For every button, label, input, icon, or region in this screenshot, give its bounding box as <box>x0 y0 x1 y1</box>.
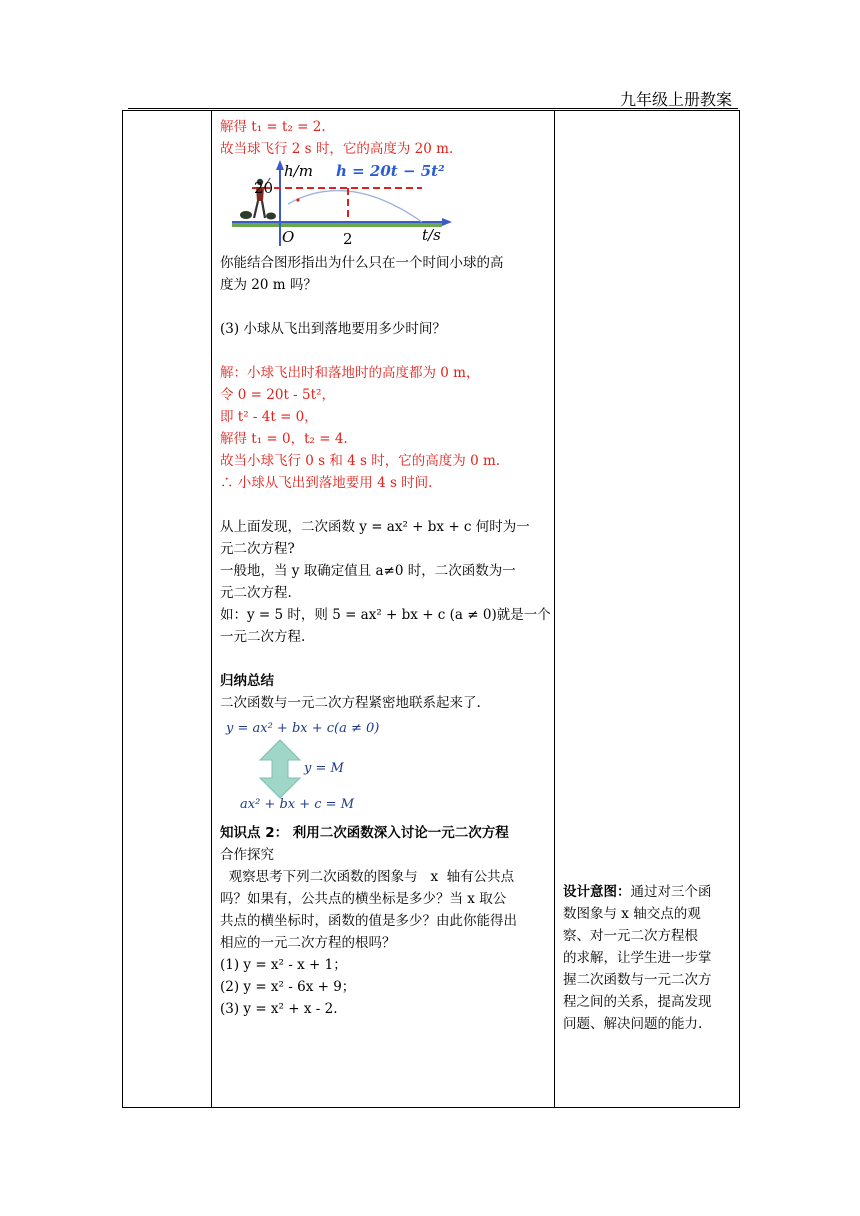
diagram-top-formula: y = ax² + bx + c(a ≠ 0) <box>226 721 380 736</box>
knowledge-point-2-title: 知识点 2： 利用二次函数深入讨论一元二次方程 <box>220 825 509 841</box>
solution-line: 故当球飞行 2 s 时，它的高度为 20 m. <box>220 141 454 157</box>
solution-line: 令 0 = 20t - 5t²， <box>220 387 335 403</box>
solution-line: 解得 t₁ = t₂ = 2. <box>220 119 326 135</box>
solution-line: 解：小球飞出时和落地时的高度都为 0 m， <box>220 365 480 381</box>
question-line: 度为 20 m 吗？ <box>220 277 317 293</box>
design-intent <box>555 877 739 1035</box>
design-line: 数图象与 x 轴交点的观 <box>563 906 701 922</box>
lesson-table <box>122 110 740 1108</box>
diagram-middle-formula: y = M <box>304 761 344 776</box>
double-arrow-icon <box>260 740 300 798</box>
discover-line: 如：y = 5 时，则 5 = ax² + bx + c (a ≠ 0)就是一个 <box>220 607 551 623</box>
summary-text: 二次函数与一元二次方程紧密地联系起来了. <box>220 695 481 711</box>
question-3: (3) 小球从飞出到落地要用多少时间？ <box>220 321 446 337</box>
exploration-line: 相应的一元二次方程的根吗？ <box>220 935 396 951</box>
content-cell <box>212 111 555 1108</box>
graph-equation: h = 20t − 5t² <box>336 162 445 180</box>
function-item: (1) y = x² - x + 1； <box>220 957 347 973</box>
design-line: 通过对三个函 <box>630 884 712 900</box>
design-line: 握二次函数与一元二次方 <box>563 972 712 988</box>
function-equation-diagram <box>226 718 380 814</box>
solution-line: 解得 t₁ = 0，t₂ = 4. <box>220 431 348 447</box>
exploration-line: 吗？如果有，公共点的横坐标是多少？当 x 取公 <box>220 891 507 907</box>
question-line: 你能结合图形指出为什么只在一个时间小球的高 <box>220 255 504 271</box>
table-row <box>123 111 740 1108</box>
solution-line: ∴ 小球从飞出到落地要用 4 s 时间. <box>220 475 433 491</box>
design-cell <box>555 111 740 1108</box>
design-line: 程之间的关系，提高发现 <box>563 994 712 1010</box>
diagram-bottom-formula: ax² + bx + c = M <box>240 797 355 812</box>
design-line: 的求解，让学生进一步掌 <box>563 950 712 966</box>
summary-title: 归纳总结 <box>220 673 274 689</box>
header-rule <box>128 108 738 109</box>
function-item: (2) y = x² - 6x + 9； <box>220 979 356 995</box>
discover-line: 从上面发现，二次函数 y = ax² + bx + c 何时为一 <box>220 519 530 535</box>
left-empty-cell <box>123 111 212 1108</box>
graph-x-axis-label: t/s <box>422 226 441 244</box>
height-time-graph <box>226 160 546 252</box>
page-header-title: 九年级上册教案 <box>619 90 732 109</box>
knowledge-point-2-subtitle: 合作探究 <box>220 847 274 863</box>
design-line: 问题、解决问题的能力. <box>563 1016 703 1032</box>
solution-line: 故当小球飞行 0 s 和 4 s 时，它的高度为 0 m. <box>220 453 501 469</box>
discover-line: 元二次方程? <box>220 541 295 557</box>
function-item: (3) y = x² + x - 2. <box>220 1001 338 1017</box>
design-label: 设计意图： <box>563 884 631 900</box>
graph-x-tick: 2 <box>343 230 353 248</box>
discover-line: 元二次方程. <box>220 585 292 601</box>
exploration-line: 观察思考下列二次函数的图象与 x 轴有公共点 <box>220 869 515 885</box>
solution-line: 即 t² - 4t = 0， <box>220 409 318 425</box>
graph-origin: O <box>282 228 295 246</box>
discover-line: 一般地，当 y 取确定值且 a≠0 时，二次函数为一 <box>220 563 516 579</box>
graph-y-tick: 20 <box>254 179 274 197</box>
exploration-line: 共点的横坐标时，函数的值是多少？由此你能得出 <box>220 913 517 929</box>
design-line: 察、对一元二次方程根 <box>563 928 698 944</box>
discover-line: 一元二次方程. <box>220 629 306 645</box>
graph-y-axis-label: h/m <box>284 162 313 180</box>
